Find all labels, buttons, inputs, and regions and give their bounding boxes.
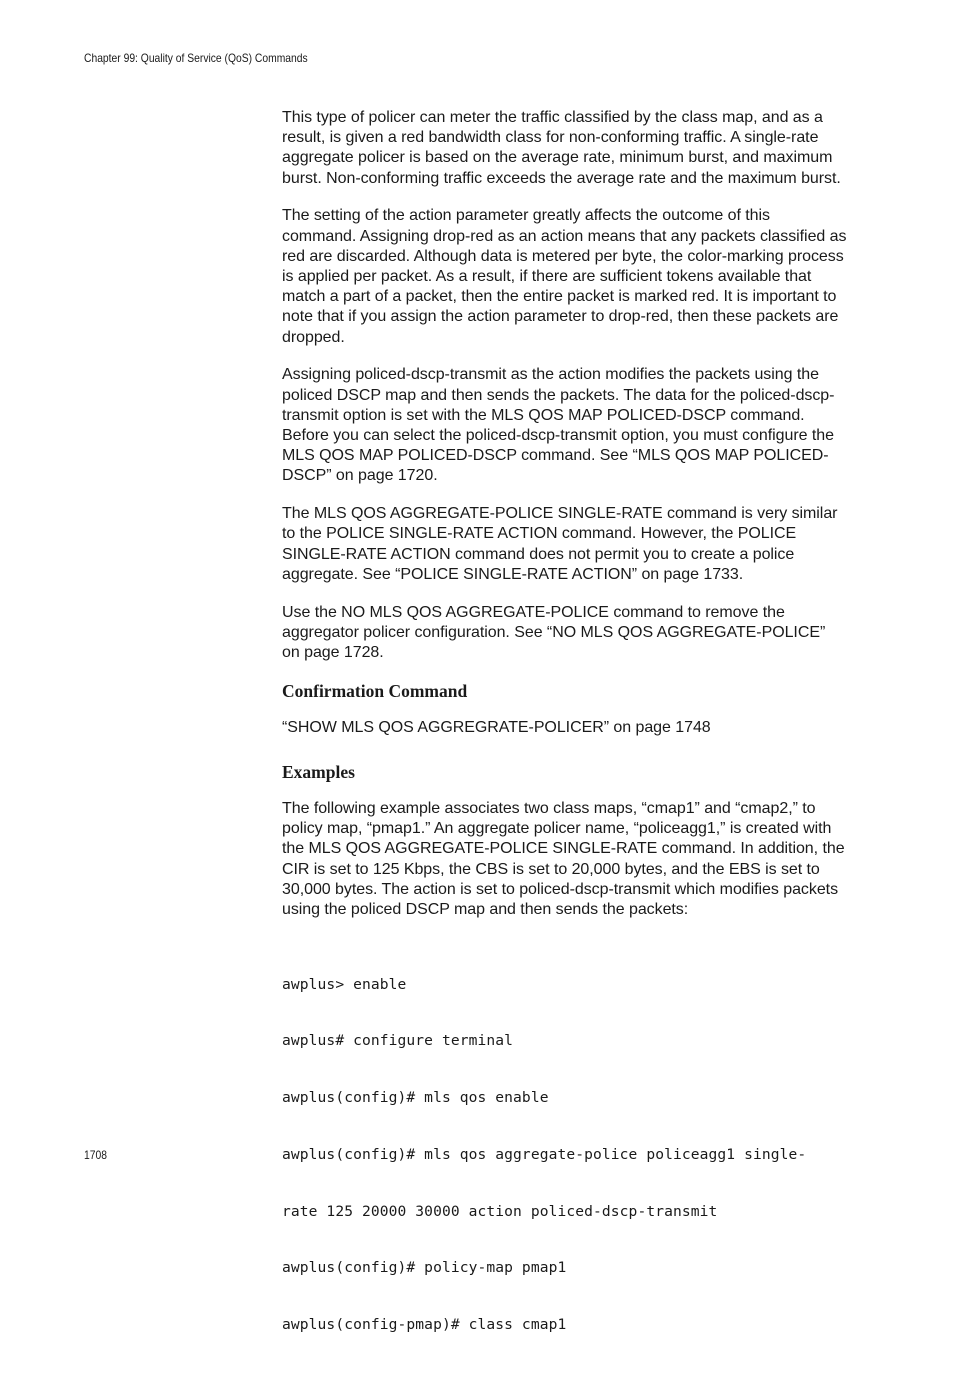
paragraph-command-comparison: The MLS QOS AGGREGATE-POLICE SINGLE-RATE command is very similar to the POLICE SINGLE-RATE ACTION command. However, the POLICE SINGLE-RATE ACTION command does not permit you to create a police aggregate. See “POLICE SINGLE-RATE ACTION” on page 1733. bbox=[282, 505, 838, 583]
confirmation-command-heading: Confirmation Command bbox=[282, 680, 468, 701]
paragraph-action-parameter: The setting of the action parameter greatly affects the outcome of this command. Assigning drop-red as an action means that any packets classified as red are discarded. Although data is metered per byte, the color-marking process is applied per packet. As a result, if there are sufficient tokens available that match a part of a packet, then the entire packet is marked red. It is important to note that if you assign the action parameter to drop-red, then these packets are dropped. bbox=[282, 207, 847, 346]
code-line: awplus(config)# mls qos aggregate-police policeagg1 single- bbox=[282, 1145, 807, 1163]
main-content bbox=[282, 108, 847, 1373]
code-line: awplus(config)# policy-map pmap1 bbox=[282, 1259, 567, 1277]
code-line: awplus(config)# mls qos enable bbox=[282, 1089, 549, 1107]
paragraph-policer-description: This type of policer can meter the traffic classified by the class map, and as a result, is given a red bandwidth class for non-conforming traffic. A single-rate aggregate policer is based on the average rate, minimum burst, and maximum burst. Non-conforming traffic exceeds the average rate and the maximum burst. bbox=[282, 109, 841, 187]
code-example bbox=[282, 938, 847, 1373]
page-number: 1708 bbox=[84, 1148, 107, 1162]
code-line: awplus(config-pmap)# class cmap1 bbox=[282, 1315, 567, 1333]
code-line: awplus> enable bbox=[282, 975, 407, 993]
code-line: rate 125 20000 30000 action policed-dscp-transmit bbox=[282, 1202, 718, 1220]
running-header: Chapter 99: Quality of Service (QoS) Commands bbox=[84, 51, 308, 65]
code-line: awplus# configure terminal bbox=[282, 1032, 514, 1050]
examples-description: The following example associates two class maps, “cmap1” and “cmap2,” to policy map, “pmap1.” An aggregate policer name, “policeagg1,” is created with the MLS QOS AGGREGATE-POLICE SINGLE-RATE command. In addition, the CIR is set to 125 Kbps, the CBS is set to 20,000 bytes, and the EBS is set to 30,000 bytes. The action is set to policed-dscp-transmit which modifies packets using the policed DSCP map and then sends the packets: bbox=[282, 800, 845, 919]
paragraph-no-command: Use the NO MLS QOS AGGREGATE-POLICE command to remove the aggregator policer configuration. See “NO MLS QOS AGGREGATE-POLICE” on page 1728. bbox=[282, 603, 826, 662]
confirmation-command-reference: “SHOW MLS QOS AGGREGRATE-POLICER” on page 1748 bbox=[282, 718, 711, 736]
paragraph-policed-dscp-transmit: Assigning policed-dscp-transmit as the action modifies the packets using the policed DSCP map and then sends the packets. The data for the policed-dscp-transmit option is set with the MLS QOS MAP POLICED-DSCP command. Before you can select the policed-dscp-transmit option, you must configure the MLS QOS MAP POLICED-DSCP command. See “MLS QOS MAP POLICED-DSCP” on page 1720. bbox=[282, 366, 835, 485]
examples-heading: Examples bbox=[282, 762, 355, 783]
